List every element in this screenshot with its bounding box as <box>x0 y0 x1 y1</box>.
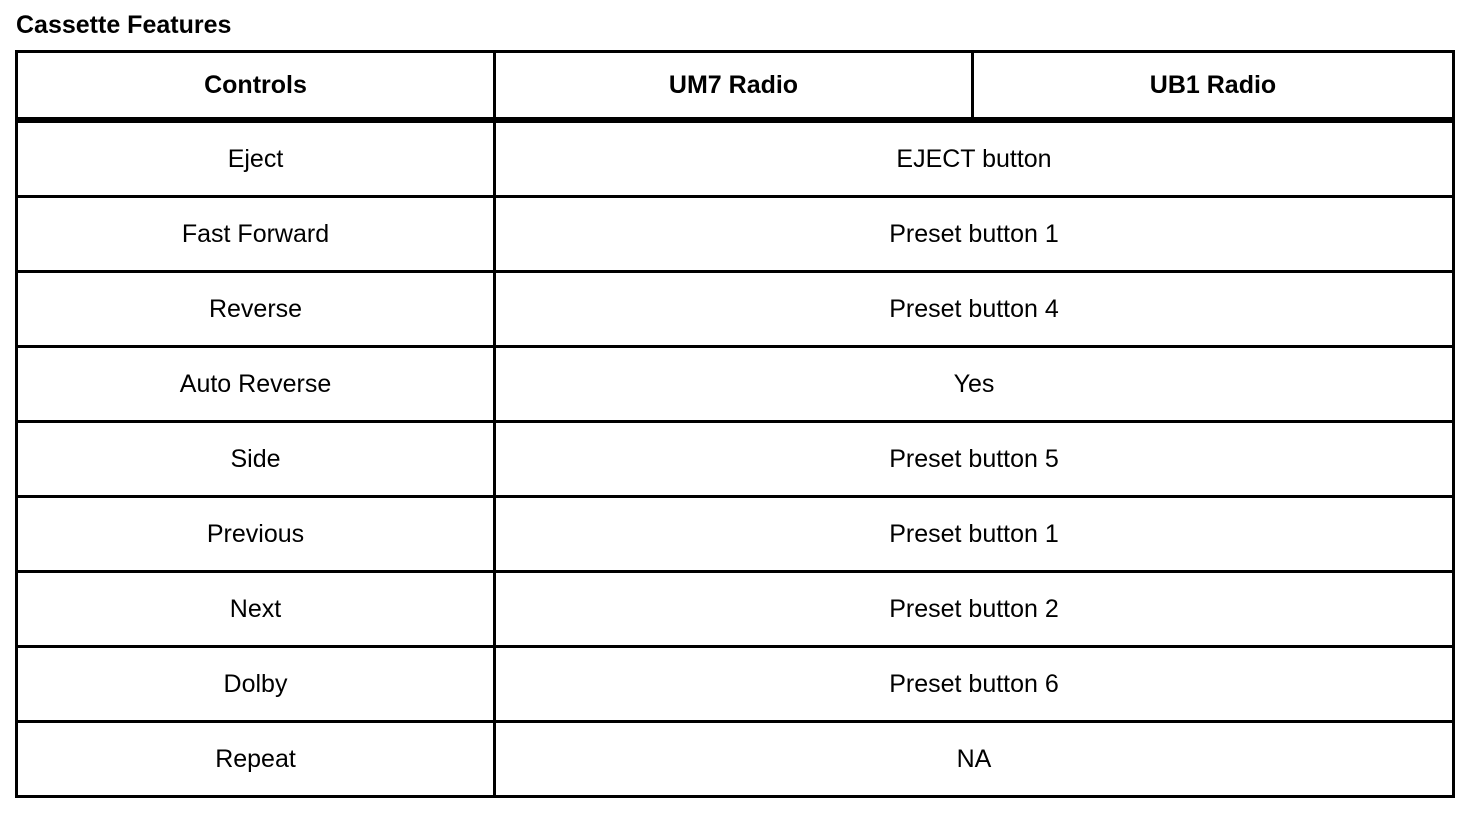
table-row <box>17 422 1454 497</box>
control-cell: Eject <box>17 120 495 197</box>
table-row <box>17 647 1454 722</box>
value-cell: Preset button 6 <box>495 647 1454 722</box>
value-cell: NA <box>495 722 1454 797</box>
column-header-controls: Controls <box>17 52 495 121</box>
table-row <box>17 197 1454 272</box>
column-header-um7-radio: UM7 Radio <box>495 52 973 121</box>
control-cell: Auto Reverse <box>17 347 495 422</box>
control-cell: Previous <box>17 497 495 572</box>
control-cell: Next <box>17 572 495 647</box>
control-cell: Repeat <box>17 722 495 797</box>
control-cell: Dolby <box>17 647 495 722</box>
column-header-ub1-radio: UB1 Radio <box>973 52 1454 121</box>
value-cell: EJECT button <box>495 120 1454 197</box>
table-row <box>17 347 1454 422</box>
control-cell: Side <box>17 422 495 497</box>
page-title: Cassette Features <box>16 11 232 39</box>
table-row <box>17 497 1454 572</box>
table-row <box>17 572 1454 647</box>
value-cell: Preset button 1 <box>495 197 1454 272</box>
value-cell: Preset button 4 <box>495 272 1454 347</box>
value-cell: Preset button 1 <box>495 497 1454 572</box>
cassette-features-table <box>15 50 1455 798</box>
control-cell: Fast Forward <box>17 197 495 272</box>
value-cell: Yes <box>495 347 1454 422</box>
table-row <box>17 722 1454 797</box>
value-cell: Preset button 2 <box>495 572 1454 647</box>
table-header-row <box>17 52 1454 121</box>
value-cell: Preset button 5 <box>495 422 1454 497</box>
table-row <box>17 272 1454 347</box>
table-row <box>17 120 1454 197</box>
control-cell: Reverse <box>17 272 495 347</box>
